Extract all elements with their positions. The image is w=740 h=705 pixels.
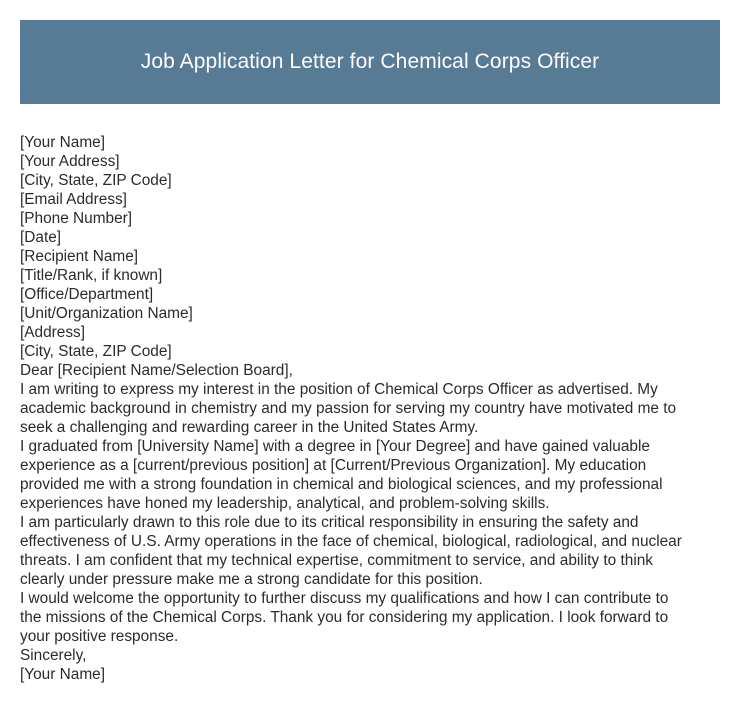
paragraph-2-line: I graduated from [University Name] with a degree in [Your Degree] and have gained valuable	[20, 438, 650, 455]
paragraph-1-line: seek a challenging and rewarding career in the United States Army.	[20, 419, 479, 436]
letter-body	[20, 133, 720, 684]
page-title: Job Application Letter for Chemical Corps Officer	[140, 50, 600, 73]
closing: Sincerely,	[20, 647, 87, 664]
recipient-unit: [Unit/Organization Name]	[20, 305, 193, 322]
paragraph-4-line: your positive response.	[20, 628, 179, 645]
recipient-office: [Office/Department]	[20, 286, 154, 303]
recipient-address: [Address]	[20, 324, 86, 341]
paragraph-3-line: effectiveness of U.S. Army operations in the face of chemical, biological, radiological, and nuclear	[20, 533, 682, 550]
sender-name: [Your Name]	[20, 134, 105, 151]
sender-address: [Your Address]	[20, 153, 120, 170]
paragraph-4-line: I would welcome the opportunity to further discuss my qualifications and how I can contribute to	[20, 590, 669, 607]
paragraph-3-line: clearly under pressure make me a strong candidate for this position.	[20, 571, 483, 588]
paragraph-3-line: I am particularly drawn to this role due to its critical responsibility in ensuring the safety and	[20, 514, 639, 531]
paragraph-2-line: experiences have honed my leadership, analytical, and problem-solving skills.	[20, 495, 550, 512]
paragraph-4-line: the missions of the Chemical Corps. Thank you for considering my application. I look forward to	[20, 609, 669, 626]
recipient-city-state-zip: [City, State, ZIP Code]	[20, 343, 172, 360]
sender-email: [Email Address]	[20, 191, 127, 208]
letter-date: [Date]	[20, 229, 62, 246]
recipient-name: [Recipient Name]	[20, 248, 139, 265]
salutation: Dear [Recipient Name/Selection Board],	[20, 362, 293, 379]
sender-phone: [Phone Number]	[20, 210, 133, 227]
paragraph-2-line: experience as a [current/previous position] at [Current/Previous Organization]. My education	[20, 457, 647, 474]
paragraph-1-line: academic background in chemistry and my passion for serving my country have motivated me to	[20, 400, 677, 417]
recipient-title: [Title/Rank, if known]	[20, 267, 163, 284]
signature-name: [Your Name]	[20, 666, 105, 683]
paragraph-3-line: threats. I am confident that my technical expertise, commitment to service, and ability to think	[20, 552, 654, 569]
paragraph-2-line: provided me with a strong foundation in chemical and biological sciences, and my professional	[20, 476, 663, 493]
paragraph-1-line: I am writing to express my interest in the position of Chemical Corps Officer as advertised. My	[20, 381, 658, 398]
sender-city-state-zip: [City, State, ZIP Code]	[20, 172, 172, 189]
title-banner	[20, 20, 720, 104]
